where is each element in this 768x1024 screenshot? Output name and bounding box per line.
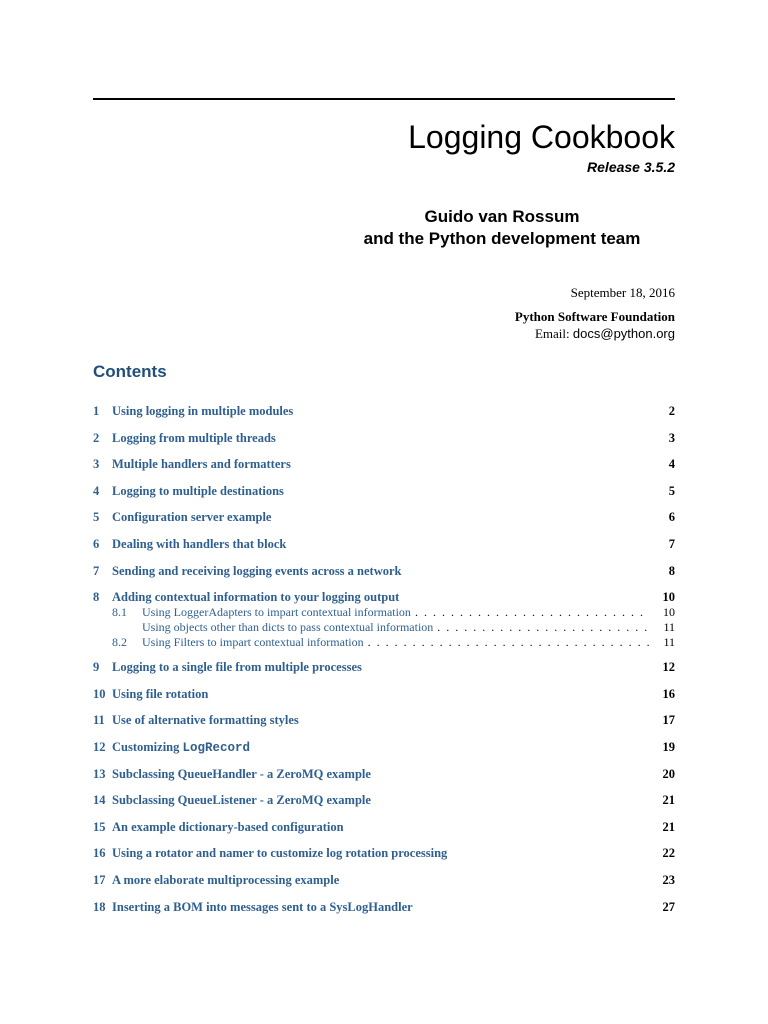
toc-entry-number: 11 xyxy=(93,713,105,728)
document-meta xyxy=(93,284,675,342)
toc-entry-label[interactable] xyxy=(112,740,645,755)
toc-entry-number: 5 xyxy=(93,510,100,525)
toc-entry[interactable] xyxy=(93,510,675,537)
toc-entry-label[interactable] xyxy=(112,660,645,675)
toc-entry[interactable] xyxy=(93,713,675,740)
toc-entry[interactable] xyxy=(93,484,675,511)
author-line-1: Guido van Rossum xyxy=(424,207,580,226)
toc-entry-label[interactable] xyxy=(112,590,645,605)
toc-entry[interactable] xyxy=(93,820,675,847)
toc-entry[interactable] xyxy=(93,793,675,820)
toc-entry-number: 16 xyxy=(93,846,106,861)
toc-entry-label-text: Logging from multiple threads xyxy=(112,430,276,445)
toc-entry-label-text: Inserting a BOM into messages sent to a SysLogHandler xyxy=(112,899,413,914)
toc-entry-label-code: LogRecord xyxy=(182,740,251,755)
toc-subentry-label[interactable]: Using LoggerAdapters to impart contextual information xyxy=(142,605,411,620)
toc-entry-label-text: Sending and receiving logging events across a network xyxy=(112,563,402,578)
toc-subentry-page: 11 xyxy=(663,620,675,635)
toc-entry[interactable] xyxy=(93,767,675,794)
document-page xyxy=(93,98,675,926)
toc-entry-label-text: A more elaborate multiprocessing example xyxy=(112,872,340,887)
toc-entry-number: 13 xyxy=(93,766,106,781)
toc-group xyxy=(93,590,675,650)
toc-entry-label-text: Dealing with handlers that block xyxy=(112,536,287,551)
toc-entry-label-text: Multiple handlers and formatters xyxy=(112,457,291,472)
toc-entry-label[interactable] xyxy=(112,564,645,579)
document-title: Logging Cookbook xyxy=(408,119,675,155)
toc-entry-label[interactable] xyxy=(112,404,645,419)
toc-entry-page: 27 xyxy=(662,899,675,914)
toc-entry-label[interactable] xyxy=(112,510,645,525)
email-line xyxy=(93,325,675,342)
toc-subentry[interactable] xyxy=(93,635,675,650)
toc-entry-number: 3 xyxy=(93,457,100,472)
toc-entry-label[interactable] xyxy=(112,873,645,888)
toc-entry-label-text: An example dictionary-based configuration xyxy=(112,819,344,834)
toc-entry[interactable] xyxy=(93,564,675,591)
toc-entry-label[interactable] xyxy=(112,537,645,552)
toc-entry-page: 20 xyxy=(662,766,675,781)
toc-entry[interactable] xyxy=(93,431,675,458)
toc-entry-page: 8 xyxy=(668,563,675,578)
toc-entry-page: 2 xyxy=(668,404,675,418)
toc-entry-number: 7 xyxy=(93,563,100,578)
toc-entry-label[interactable] xyxy=(112,820,645,835)
toc-entry[interactable] xyxy=(93,687,675,714)
toc-subentry[interactable] xyxy=(93,620,675,635)
toc-entry-label[interactable] xyxy=(112,900,645,915)
toc-entry-label[interactable] xyxy=(112,687,645,702)
toc-entry-label[interactable] xyxy=(112,457,645,472)
toc-entry-label-text: Logging to multiple destinations xyxy=(112,483,284,498)
toc-entry-label-text: Customizing xyxy=(112,739,183,754)
toc-entry[interactable] xyxy=(93,660,675,687)
dot-leader xyxy=(433,620,649,635)
authors xyxy=(93,206,675,250)
toc-entry[interactable] xyxy=(93,873,675,900)
toc-entry-page: 16 xyxy=(662,686,675,701)
toc-entry-label-text: Subclassing QueueListener - a ZeroMQ example xyxy=(112,793,371,808)
toc-entry[interactable] xyxy=(93,537,675,564)
toc-entry-page: 5 xyxy=(668,483,675,498)
toc-entry-label[interactable] xyxy=(112,713,645,728)
toc-entry-number: 1 xyxy=(93,404,100,418)
toc-entry[interactable] xyxy=(93,900,675,927)
toc-entry-label[interactable] xyxy=(112,484,645,499)
toc-entry-label[interactable] xyxy=(112,793,645,808)
email-label: Email: xyxy=(534,326,570,341)
dot-leader xyxy=(364,635,649,650)
toc-entry-label-text: Adding contextual information to your logging output xyxy=(112,590,400,605)
toc-entry[interactable] xyxy=(93,404,675,431)
toc-entry-number: 17 xyxy=(93,872,106,887)
toc-entry-page: 21 xyxy=(662,793,675,808)
toc-entry[interactable] xyxy=(93,846,675,873)
toc-entry[interactable] xyxy=(93,740,675,767)
toc-entry-page: 21 xyxy=(662,819,675,834)
toc-entry-page: 7 xyxy=(668,536,675,551)
toc-subentry-number: 8.2 xyxy=(112,635,127,650)
release-label: Release 3.5.2 xyxy=(587,159,675,175)
toc-entry-label-text: Subclassing QueueHandler - a ZeroMQ example xyxy=(112,766,371,781)
toc-entry-page: 23 xyxy=(662,872,675,887)
toc-entry-label-text: Logging to a single file from multiple processes xyxy=(112,660,362,675)
toc-entry-number: 8 xyxy=(93,590,100,605)
toc-subentry-number: 8.1 xyxy=(112,605,127,620)
organization: Python Software Foundation xyxy=(514,309,675,324)
toc-entry-page: 3 xyxy=(668,430,675,445)
toc-entry-label-text: Using a rotator and namer to customize log rotation processing xyxy=(112,846,448,861)
toc-entry-page: 10 xyxy=(662,590,675,605)
toc-entry-page: 22 xyxy=(662,846,675,861)
toc-entry-label[interactable] xyxy=(112,431,645,446)
toc-entry-label[interactable] xyxy=(112,767,645,782)
toc-entry-number: 15 xyxy=(93,819,106,834)
toc-entry[interactable] xyxy=(93,590,675,605)
toc-subentry-page: 10 xyxy=(663,605,675,620)
toc-entry[interactable] xyxy=(93,457,675,484)
contents-heading: Contents xyxy=(93,362,167,381)
toc-entry-label[interactable] xyxy=(112,846,645,861)
toc-entry-page: 4 xyxy=(668,457,675,472)
toc-entry-label-text: Configuration server example xyxy=(112,510,272,525)
toc-entry-label-text: Using file rotation xyxy=(112,686,209,701)
toc-subentry-label[interactable]: Using Filters to impart contextual information xyxy=(142,635,364,650)
table-of-contents xyxy=(93,404,675,926)
email-link[interactable]: docs@python.org xyxy=(572,326,675,341)
toc-entry-page: 19 xyxy=(662,739,675,754)
toc-entry-number: 12 xyxy=(93,739,106,754)
toc-subentry-page: 11 xyxy=(663,635,675,650)
toc-subentry-label[interactable]: Using objects other than dicts to pass contextual information xyxy=(142,620,434,635)
author-line-2: and the Python development team xyxy=(363,229,641,248)
toc-entry-number: 10 xyxy=(93,686,106,701)
toc-subentry[interactable] xyxy=(93,605,675,620)
toc-entry-number: 6 xyxy=(93,536,100,551)
toc-entry-page: 17 xyxy=(662,713,675,728)
toc-entry-number: 14 xyxy=(93,793,106,808)
toc-entry-number: 4 xyxy=(93,483,100,498)
publication-date: September 18, 2016 xyxy=(570,285,675,300)
toc-entry-page: 12 xyxy=(662,660,675,675)
toc-entry-page: 6 xyxy=(668,510,675,525)
dot-leader xyxy=(411,605,649,620)
toc-entry-label-text: Use of alternative formatting styles xyxy=(112,713,299,728)
toc-entry-number: 2 xyxy=(93,430,100,445)
toc-entry-number: 9 xyxy=(93,660,100,675)
toc-entry-label-text: Using logging in multiple modules xyxy=(112,404,294,418)
top-rule xyxy=(93,98,675,100)
toc-entry-number: 18 xyxy=(93,899,106,914)
